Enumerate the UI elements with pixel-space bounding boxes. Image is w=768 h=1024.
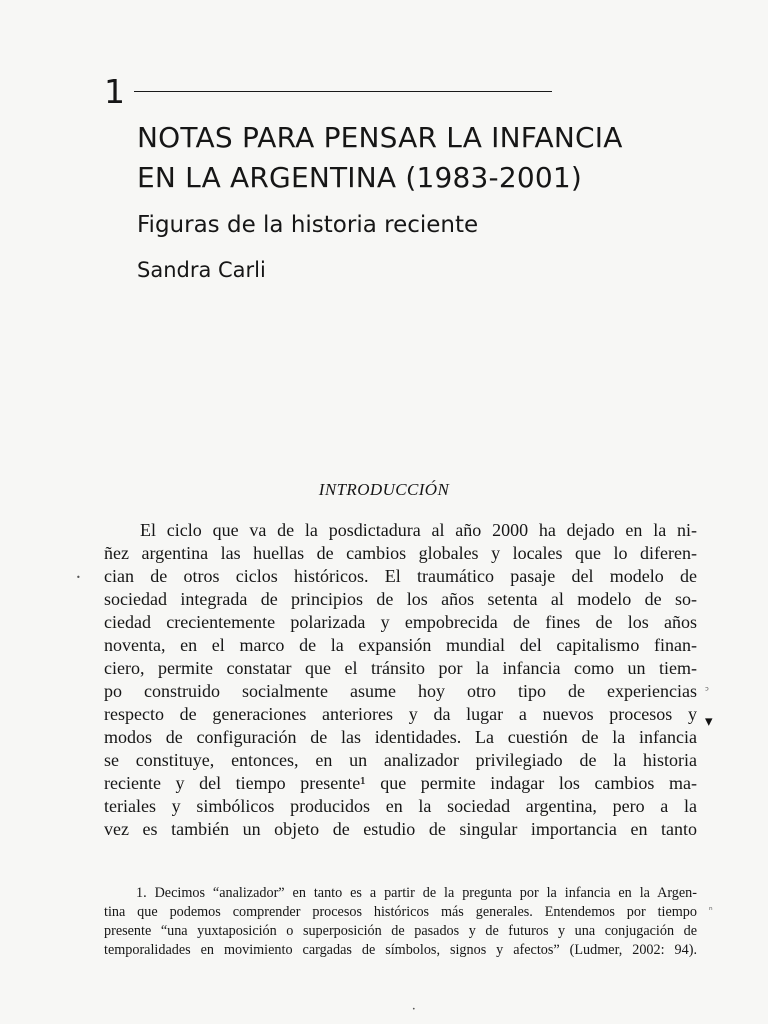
body-line: modos de configuración de las identidades. La cuestión de la infancia — [104, 727, 697, 747]
body-line: noventa, en el marco de la expansión mundial del capitalismo finan- — [104, 635, 697, 655]
section-heading: INTRODUCCIÓN — [318, 480, 450, 499]
footnote-line: presente “una yuxtaposición o superposición de pasados y de futuros y una conjugación de — [104, 923, 697, 939]
chapter-number: 1 — [104, 72, 125, 111]
footnote-line: temporalidades en movimiento cargadas de símbolos, signos y afectos” (Ludmer, 2002: 94). — [104, 942, 697, 958]
body-line: reciente y del tiempo presente¹ que permite indagar los cambios ma- — [104, 773, 697, 793]
chapter-title-line: NOTAS PARA PENSAR LA INFANCIA — [137, 121, 623, 154]
body-line: vez es también un objeto de estudio de singular importancia en tanto — [104, 819, 697, 839]
author-name: Sandra Carli — [137, 258, 266, 282]
chapter-title-line: EN LA ARGENTINA (1983-2001) — [137, 161, 583, 194]
body-line: respecto de generaciones anteriores y da lugar a nuevos procesos y — [104, 704, 697, 724]
body-line: ñez argentina las huellas de cambios globales y locales que lo diferen- — [104, 543, 697, 563]
scan-speck: • — [76, 573, 81, 582]
body-line: teriales y simbólicos producidos en la sociedad argentina, pero a la — [104, 796, 697, 816]
body-line: po construido socialmente asume hoy otro tipo de experiencias — [104, 681, 697, 701]
footnote-line: 1. Decimos “analizador” en tanto es a partir de la pregunta por la infancia en la Argen- — [136, 885, 697, 901]
scan-speck: ᵓ — [705, 684, 710, 697]
chapter-title — [137, 118, 737, 198]
chapter-subtitle: Figuras de la historia reciente — [137, 212, 479, 238]
body-line: ciedad crecientemente polarizada y empobrecida de fines de los años — [104, 612, 697, 632]
chapter-rule — [134, 91, 552, 92]
body-line: se constituye, entonces, en un analizador privilegiado de la historia — [104, 750, 697, 770]
scan-speck: • — [412, 1006, 416, 1013]
body-line: cian de otros ciclos históricos. El traumático pasaje del modelo de — [104, 566, 697, 586]
body-line: sociedad integrada de principios de los años setenta al modelo de so- — [104, 589, 697, 609]
scan-mark: ▾ — [705, 712, 713, 730]
scan-speck: ⁿ — [709, 906, 713, 916]
footnote — [104, 884, 697, 960]
body-line: El ciclo que va de la posdictadura al año 2000 ha dejado en la ni- — [140, 520, 697, 540]
body-line: ciero, permite constatar que el tránsito por la infancia como un tiem- — [104, 658, 697, 678]
footnote-line: tina que podemos comprender procesos históricos más generales. Entendemos por tiempo — [104, 904, 697, 920]
body-paragraph — [104, 519, 697, 841]
